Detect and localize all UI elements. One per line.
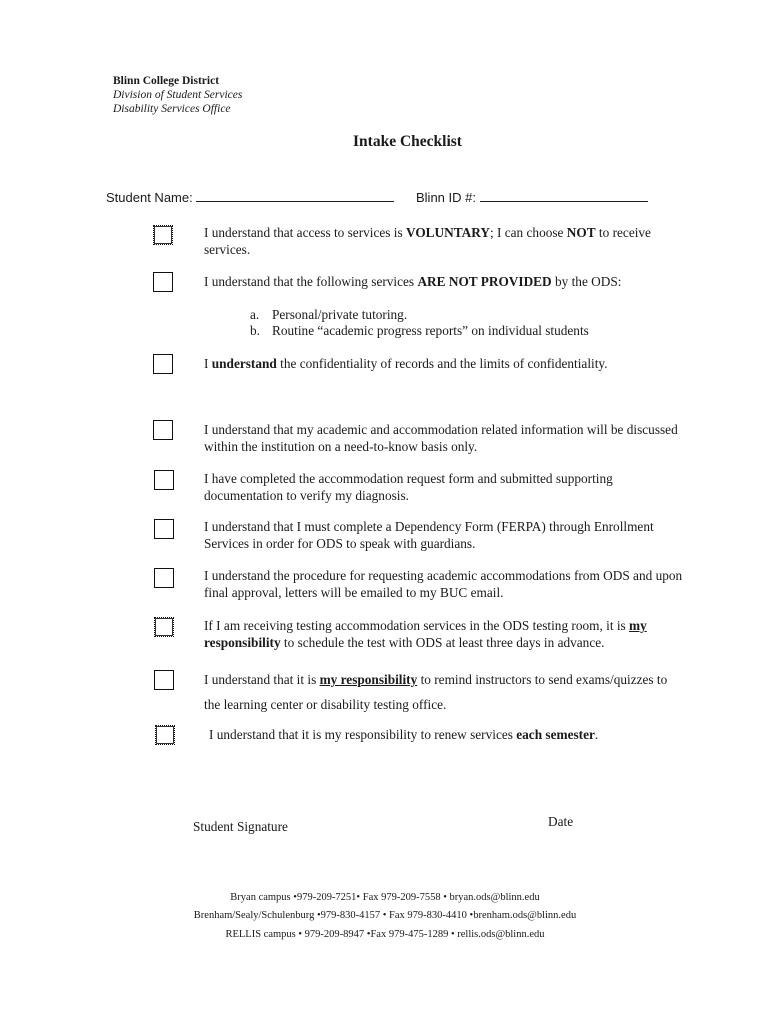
student-name-line[interactable]: [196, 189, 394, 202]
blinn-id-line[interactable]: [480, 189, 648, 202]
checkbox-not-provided[interactable]: [153, 272, 173, 292]
footer-brenham: Brenham/Sealy/Schulenburg •979-830-4157 • Fax 979-830-4410 •brenham.ods@blinn.edu: [193, 910, 577, 921]
item-voluntary: I understand that access to services is VOLUNTARY; I can choose NOT to receive services.: [204, 225, 651, 257]
division-name: Division of Student Services: [113, 89, 243, 101]
date-label: Date: [548, 814, 574, 829]
item-renew-services: I understand that it is my responsibility to renew services each semester.: [209, 727, 599, 742]
item-procedure: I understand the procedure for requesting academic accommodations from ODS and upon final approval, letters will be emailed to my BUC email.: [204, 568, 683, 600]
item-need-to-know: I understand that my academic and accommodation related information will be discussed within the institution on a need-to-know basis only.: [204, 422, 678, 454]
checkbox-request-form[interactable]: [154, 470, 174, 490]
item-not-provided: I understand that the following services ARE NOT PROVIDED by the ODS:: [204, 274, 622, 289]
page-title: Intake Checklist: [353, 133, 462, 150]
student-name-label: Student Name:: [106, 190, 193, 205]
org-name: Blinn College District: [113, 75, 220, 87]
blinn-id-label: Blinn ID #:: [416, 190, 476, 205]
student-name-field[interactable]: [106, 189, 394, 205]
checkbox-need-to-know[interactable]: [153, 420, 173, 440]
checkbox-remind-instructors[interactable]: [154, 670, 174, 690]
checkbox-procedure[interactable]: [154, 568, 174, 588]
item-ferpa: I understand that I must complete a Dependency Form (FERPA) through Enrollment Services in order for ODS to speak with guardians.: [204, 519, 654, 551]
checkbox-testing-room[interactable]: [154, 617, 174, 637]
item-testing-room: If I am receiving testing accommodation services in the ODS testing room, it is my responsibility to schedule the test with ODS at least three days in advance.: [204, 618, 647, 650]
blinn-id-field[interactable]: [416, 189, 648, 205]
footer-rellis: RELLIS campus • 979-209-8947 •Fax 979-475-1289 • rellis.ods@blinn.edu: [225, 929, 545, 940]
item-remind-instructors-line2: the learning center or disability testing office.: [204, 697, 447, 712]
item-request-form: I have completed the accommodation request form and submitted supporting documentation to verify my diagnosis.: [204, 471, 613, 503]
item-confidentiality: I understand the confidentiality of records and the limits of confidentiality.: [204, 356, 608, 371]
list-item: b. Routine “academic progress reports” on individual students: [250, 323, 589, 338]
item-remind-instructors: I understand that it is my responsibility to remind instructors to send exams/quizzes to: [204, 672, 668, 687]
checkbox-ferpa[interactable]: [154, 519, 174, 539]
checkbox-voluntary[interactable]: [153, 225, 173, 245]
student-signature-label: Student Signature: [193, 819, 288, 834]
checkbox-renew-services[interactable]: [155, 725, 175, 745]
office-name: Disability Services Office: [113, 103, 231, 115]
footer-bryan: Bryan campus •979-209-7251• Fax 979-209-7558 • bryan.ods@blinn.edu: [230, 892, 540, 903]
list-item: a. Personal/private tutoring.: [250, 307, 408, 322]
checkbox-confidentiality[interactable]: [153, 354, 173, 374]
